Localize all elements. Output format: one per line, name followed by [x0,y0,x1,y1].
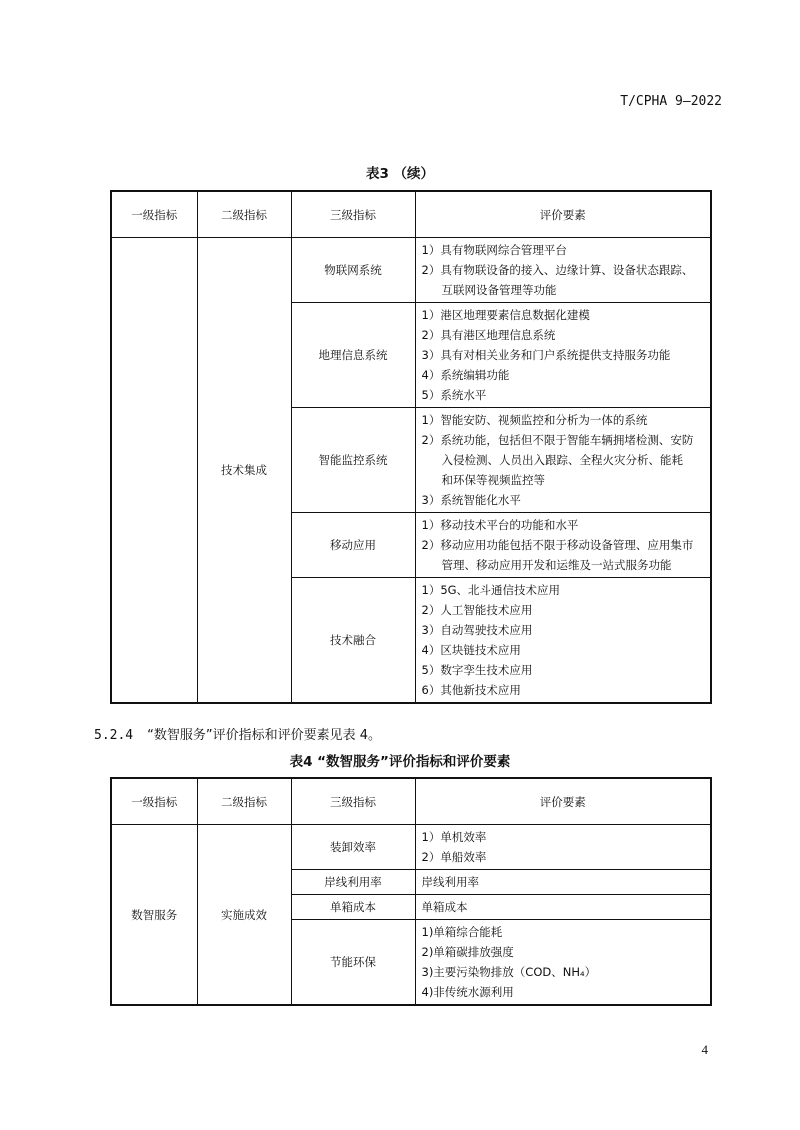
evaluation-elements-cell [415,578,711,704]
evaluation-elements-cell [415,238,711,303]
level3-indicator-cell: 地理信息系统 [291,303,415,408]
level3-indicator-cell: 智能监控系统 [291,408,415,513]
evaluation-elements-cell [415,920,711,1006]
evaluation-element: 3)主要污染物排放（COD、NH₄） [421,965,597,979]
evaluation-element: 1)单箱综合能耗 [421,925,503,939]
page-number: 4 [701,1042,708,1057]
table4-header-row [111,778,711,825]
column-header: 评价要素 [415,191,711,238]
evaluation-element: 2）人工智能技术应用 [421,603,533,617]
level2-indicator-cell: 技术集成 [197,238,291,704]
column-header: 评价要素 [415,778,711,825]
clause-text: “数智服务”评价指标和评价要素见表 4。 [147,728,382,743]
evaluation-elements-cell [415,895,711,920]
level3-indicator-cell: 移动应用 [291,513,415,578]
evaluation-elements-cell [415,408,711,513]
evaluation-element: 单箱成本 [421,900,468,914]
evaluation-elements-cell [415,870,711,895]
evaluation-elements-cell [415,513,711,578]
evaluation-element: 5）系统水平 [421,388,487,402]
table3-caption: 表3 （续） [365,166,435,182]
level3-indicator-cell: 装卸效率 [291,825,415,870]
column-header: 一级指标 [111,778,197,825]
evaluation-element: 1）港区地理要素信息数据化建模 [421,308,590,322]
evaluation-element: 5）数字孪生技术应用 [421,663,533,677]
column-header: 三级指标 [291,191,415,238]
level1-indicator-cell: 数智服务 [111,825,197,1006]
evaluation-elements-cell [415,825,711,870]
table4 [110,777,712,1006]
level3-indicator-cell: 单箱成本 [291,895,415,920]
evaluation-element: 岸线利用率 [421,875,479,889]
evaluation-element: 3）自动驾驶技术应用 [421,623,533,637]
level3-indicator-cell: 节能环保 [291,920,415,1006]
evaluation-element: 和环保等视频监控等 [441,473,545,487]
evaluation-element: 2）系统功能，包括但不限于智能车辆拥堵检测、安防 [421,433,694,447]
table3-header-row [111,191,711,238]
level3-indicator-cell: 岸线利用率 [291,870,415,895]
column-header: 一级指标 [111,191,197,238]
table-row [111,238,711,303]
evaluation-element: 1）5G、北斗通信技术应用 [421,583,561,597]
evaluation-element: 互联网设备管理等功能 [441,283,557,297]
evaluation-element: 入侵检测、人员出入跟踪、全程火灾分析、能耗 [441,453,683,467]
evaluation-element: 2)单箱碳排放强度 [421,945,514,959]
evaluation-element: 1）单机效率 [421,830,487,844]
evaluation-element: 2）具有港区地理信息系统 [421,328,556,342]
clause-number: 5.2.4 [94,728,134,743]
level2-indicator-cell: 实施成效 [197,825,291,1006]
level3-indicator-cell: 物联网系统 [291,238,415,303]
evaluation-element: 4)非传统水源利用 [421,985,514,999]
table4-caption: 表4 “数智服务”评价指标和评价要素 [289,754,511,770]
evaluation-element: 3）系统智能化水平 [421,493,521,507]
column-header: 二级指标 [197,191,291,238]
document-code: T/CPHA 9—2022 [620,94,722,109]
column-header: 二级指标 [197,778,291,825]
table-row [111,825,711,870]
evaluation-elements-cell [415,303,711,408]
evaluation-element: 4）区块链技术应用 [421,643,521,657]
evaluation-element: 管理、移动应用开发和运维及一站式服务功能 [441,558,672,572]
evaluation-element: 2）单船效率 [421,850,487,864]
evaluation-element: 6）其他新技术应用 [421,683,521,697]
level3-indicator-cell: 技术融合 [291,578,415,704]
evaluation-element: 1）具有物联网综合管理平台 [421,243,567,257]
clause-5-2-4 [94,724,381,743]
table3 [110,190,712,704]
evaluation-element: 2）具有物联设备的接入、边缘计算、设备状态跟踪、 [421,263,694,277]
evaluation-element: 4）系统编辑功能 [421,368,510,382]
evaluation-element: 1）移动技术平台的功能和水平 [421,518,579,532]
evaluation-element: 3）具有对相关业务和门户系统提供支持服务功能 [421,348,671,362]
evaluation-element: 1）智能安防、视频监控和分析为一体的系统 [421,413,648,427]
level1-indicator-cell [111,238,197,704]
column-header: 三级指标 [291,778,415,825]
evaluation-element: 2）移动应用功能包括不限于移动设备管理、应用集市 [421,538,694,552]
